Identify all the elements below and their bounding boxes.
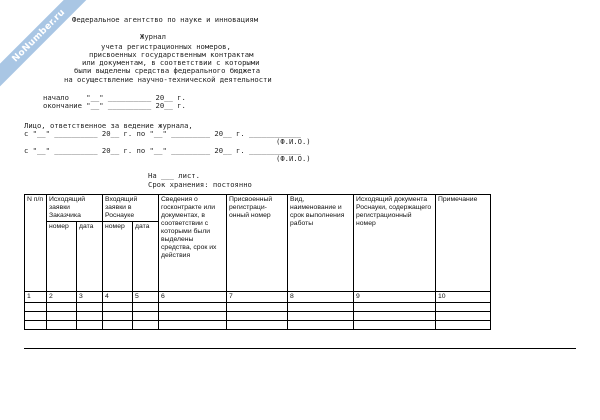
empty-cell <box>354 321 436 330</box>
column-number: 5 <box>133 292 159 303</box>
empty-cell <box>159 321 227 330</box>
empty-cell <box>77 321 103 330</box>
empty-cell <box>288 312 354 321</box>
header-cell-incoming: Входящий заявки в Роснауке <box>103 195 159 222</box>
header-cell-work-type: Вид, наименование и срок выполнения работы <box>288 195 354 292</box>
header-cell-reg-number: Присвоенный регистраци-онный номер <box>227 195 288 292</box>
empty-cell <box>133 303 159 312</box>
empty-cell <box>47 321 77 330</box>
watermark-banner: NoNumber.ru <box>0 0 91 88</box>
empty-cell <box>133 321 159 330</box>
empty-cell <box>25 303 47 312</box>
subheader-in-number: номер <box>103 222 133 292</box>
sheet-count: На ___ лист. <box>148 171 200 180</box>
empty-cell <box>25 321 47 330</box>
header-cell-contract-info: Сведения о госконтракте или документах, в соответствии с которыми были выделены средства, срок их действия <box>159 195 227 292</box>
table-row <box>25 303 491 312</box>
empty-cell <box>159 312 227 321</box>
table-row <box>25 312 491 321</box>
table-row <box>25 321 491 330</box>
column-number: 2 <box>47 292 77 303</box>
subheader-out-date: дата <box>77 222 103 292</box>
journal-title-line: учета регистрационных номеров, <box>101 42 231 51</box>
empty-cell <box>436 321 491 330</box>
empty-cell <box>103 321 133 330</box>
empty-cell <box>77 303 103 312</box>
subheader-in-date: дата <box>133 222 159 292</box>
empty-cell <box>354 312 436 321</box>
empty-cell <box>227 303 288 312</box>
responsible-period-1: с "__" __________ 20__ г. по "__" _________ 20__ г. ____________ <box>24 129 301 138</box>
end-date-line: окончание "__" __________ 20__ г. <box>43 101 186 110</box>
header-cell-number: N п/п <box>25 195 47 292</box>
column-number: 8 <box>288 292 354 303</box>
journal-title-line: на осуществление научно-технической деятельности <box>64 75 272 84</box>
empty-cell <box>159 303 227 312</box>
agency-name: Федеральное агентство по науке и инновациям <box>72 15 259 24</box>
journal-title-line: или документам, в соответствии с которыми <box>82 58 260 67</box>
storage-period: Срок хранения: постоянно <box>148 180 252 189</box>
header-cell-doc: Исходящий документа Роснауки, содержащего регистрационный номер <box>354 195 436 292</box>
registration-table <box>24 194 491 330</box>
responsible-period-2: с "__" __________ 20__ г. по "__" _________ 20__ г. ____________ <box>24 146 301 155</box>
bottom-divider <box>24 348 576 349</box>
journal-title-line: присвоенных государственным контрактам <box>89 50 254 59</box>
empty-cell <box>25 312 47 321</box>
empty-cell <box>47 312 77 321</box>
header-cell-note: Примечание <box>436 195 491 292</box>
column-number: 1 <box>25 292 47 303</box>
responsible-intro: Лицо, ответственное за ведение журнала, <box>24 121 193 130</box>
empty-cell <box>354 303 436 312</box>
empty-cell <box>227 312 288 321</box>
column-number: 6 <box>159 292 227 303</box>
column-number-row <box>25 292 491 303</box>
empty-cell <box>436 303 491 312</box>
column-number: 3 <box>77 292 103 303</box>
empty-cell <box>227 321 288 330</box>
empty-cell <box>103 312 133 321</box>
column-number: 4 <box>103 292 133 303</box>
journal-title: Журнал <box>140 32 166 41</box>
subheader-out-number: номер <box>47 222 77 292</box>
fio-caption-2: (Ф.И.О.) <box>276 154 311 163</box>
table-header-row <box>25 195 491 222</box>
empty-cell <box>288 303 354 312</box>
empty-cell <box>133 312 159 321</box>
empty-cell <box>77 312 103 321</box>
empty-cell <box>288 321 354 330</box>
empty-cell <box>103 303 133 312</box>
column-number: 10 <box>436 292 491 303</box>
empty-cell <box>436 312 491 321</box>
journal-title-line: были выделены средства федерального бюджета <box>74 66 261 75</box>
column-number: 7 <box>227 292 288 303</box>
column-number: 9 <box>354 292 436 303</box>
start-date-line: начало "__" __________ 20__ г. <box>43 93 186 102</box>
empty-cell <box>47 303 77 312</box>
fio-caption-1: (Ф.И.О.) <box>276 137 311 146</box>
header-cell-outgoing: Исходящий заявки Заказчика <box>47 195 103 222</box>
